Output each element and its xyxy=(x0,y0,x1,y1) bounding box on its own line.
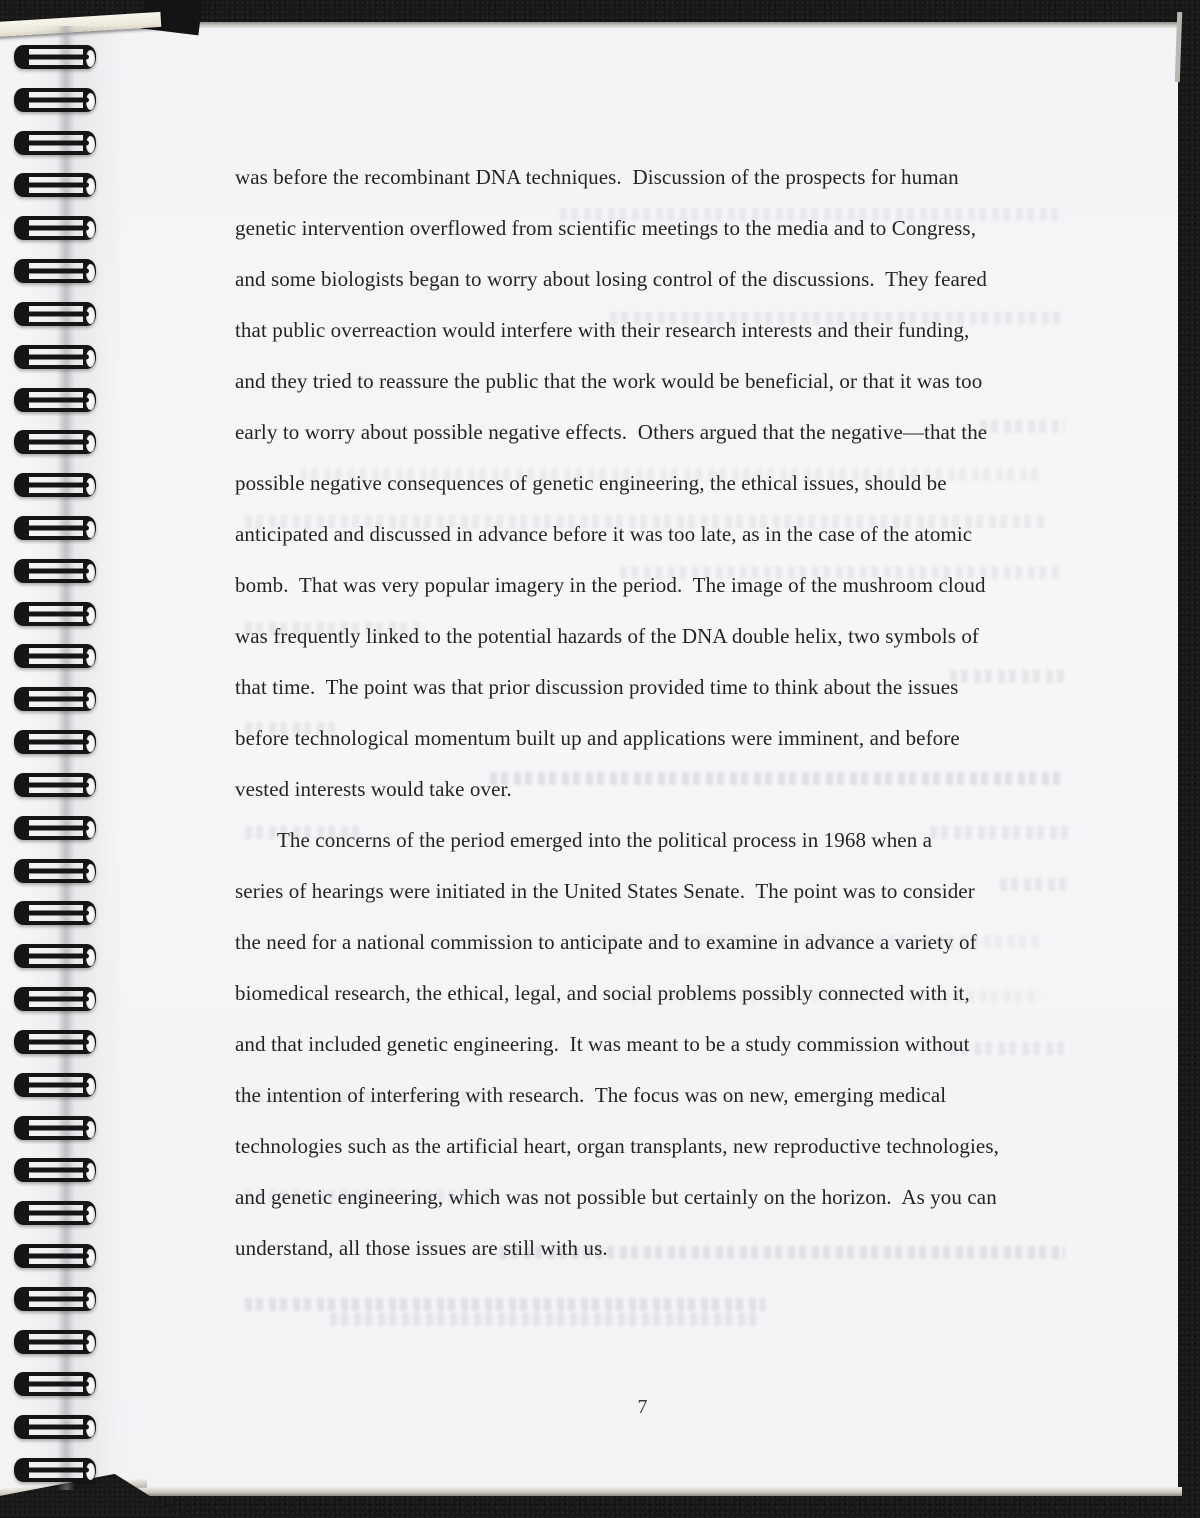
text-line: and genetic engineering, which was not possible but certainly on the horizon. As you can xyxy=(235,1185,997,1209)
page-stack-bottom-edge xyxy=(55,1487,1182,1496)
binding-loop xyxy=(14,1116,96,1140)
spiral-binding xyxy=(0,0,130,1518)
text-line: possible negative consequences of genetic engineering, the ethical issues, should be xyxy=(235,471,947,495)
binding-loop xyxy=(14,1030,96,1054)
binding-loop xyxy=(14,859,96,883)
binding-loop xyxy=(14,430,96,454)
binding-loop xyxy=(14,88,96,112)
text-line: and that included genetic engineering. It was meant to be a study commission without xyxy=(235,1032,970,1056)
binding-loop xyxy=(14,687,96,711)
binding-loop xyxy=(14,1073,96,1097)
bleed-through-line xyxy=(245,1298,765,1311)
text-line: was before the recombinant DNA techniques. Discussion of the prospects for human xyxy=(235,165,959,189)
text-line: and they tried to reassure the public that the work would be beneficial, or that it was too xyxy=(235,369,983,393)
binding-loop xyxy=(14,1244,96,1268)
binding-loop xyxy=(14,987,96,1011)
binding-loop xyxy=(14,1330,96,1354)
binding-loop xyxy=(14,1458,96,1482)
text-line: the need for a national commission to anticipate and to examine in advance a variety of xyxy=(235,930,977,954)
text-line: technologies such as the artificial heart, organ transplants, new reproductive technologies, xyxy=(235,1134,999,1158)
binding-loop xyxy=(14,730,96,754)
binding-loop xyxy=(14,259,96,283)
binding-loop xyxy=(14,1158,96,1182)
binding-loop xyxy=(14,1201,96,1225)
binding-loop xyxy=(14,816,96,840)
text-line: biomedical research, the ethical, legal, and social problems possibly connected with it, xyxy=(235,981,970,1005)
bleed-through-line xyxy=(330,1313,760,1326)
text-line: early to worry about possible negative effects. Others argued that the negative—that the xyxy=(235,420,988,444)
text-line: The concerns of the period emerged into the political process in 1968 when a xyxy=(277,828,933,852)
binding-loop xyxy=(14,1415,96,1439)
binding-loop xyxy=(14,216,96,240)
binding-loop xyxy=(14,516,96,540)
text-line: and some biologists began to worry about losing control of the discussions. They feared xyxy=(235,267,988,291)
binding-loop xyxy=(14,773,96,797)
binding-loop xyxy=(14,173,96,197)
text-line: understand, all those issues are still with us. xyxy=(235,1236,608,1260)
binding-loop xyxy=(14,45,96,69)
text-line: vested interests would take over. xyxy=(235,777,512,801)
text-line: anticipated and discussed in advance before it was too late, as in the case of the atomic xyxy=(235,522,973,546)
binding-loop xyxy=(14,602,96,626)
page-number: 7 xyxy=(637,1396,648,1418)
binding-loop xyxy=(14,302,96,326)
text-line: that time. The point was that prior discussion provided time to think about the issues xyxy=(235,675,959,699)
binding-loop xyxy=(14,1287,96,1311)
text-line: bomb. That was very popular imagery in the period. The image of the mushroom cloud xyxy=(235,573,986,597)
binding-loop xyxy=(14,1372,96,1396)
text-line: the intention of interfering with research. The focus was on new, emerging medical xyxy=(235,1083,947,1107)
page-stack-right-edge xyxy=(1175,12,1182,82)
text-line: that public overreaction would interfere with their research interests and their funding, xyxy=(235,318,970,342)
binding-loop xyxy=(14,473,96,497)
binding-loop xyxy=(14,644,96,668)
text-line: genetic intervention overflowed from scientific meetings to the media and to Congress, xyxy=(235,216,977,240)
binding-loop xyxy=(14,131,96,155)
text-line: was frequently linked to the potential hazards of the DNA double helix, two symbols of xyxy=(235,624,980,648)
text-line: before technological momentum built up and applications were imminent, and before xyxy=(235,726,960,750)
binding-loop xyxy=(14,944,96,968)
text-line: series of hearings were initiated in the United States Senate. The point was to consider xyxy=(235,879,975,903)
binding-loop xyxy=(14,345,96,369)
binding-loop xyxy=(14,901,96,925)
typed-text-block xyxy=(235,152,1050,1274)
binding-loop xyxy=(14,559,96,583)
binding-loop xyxy=(14,388,96,412)
